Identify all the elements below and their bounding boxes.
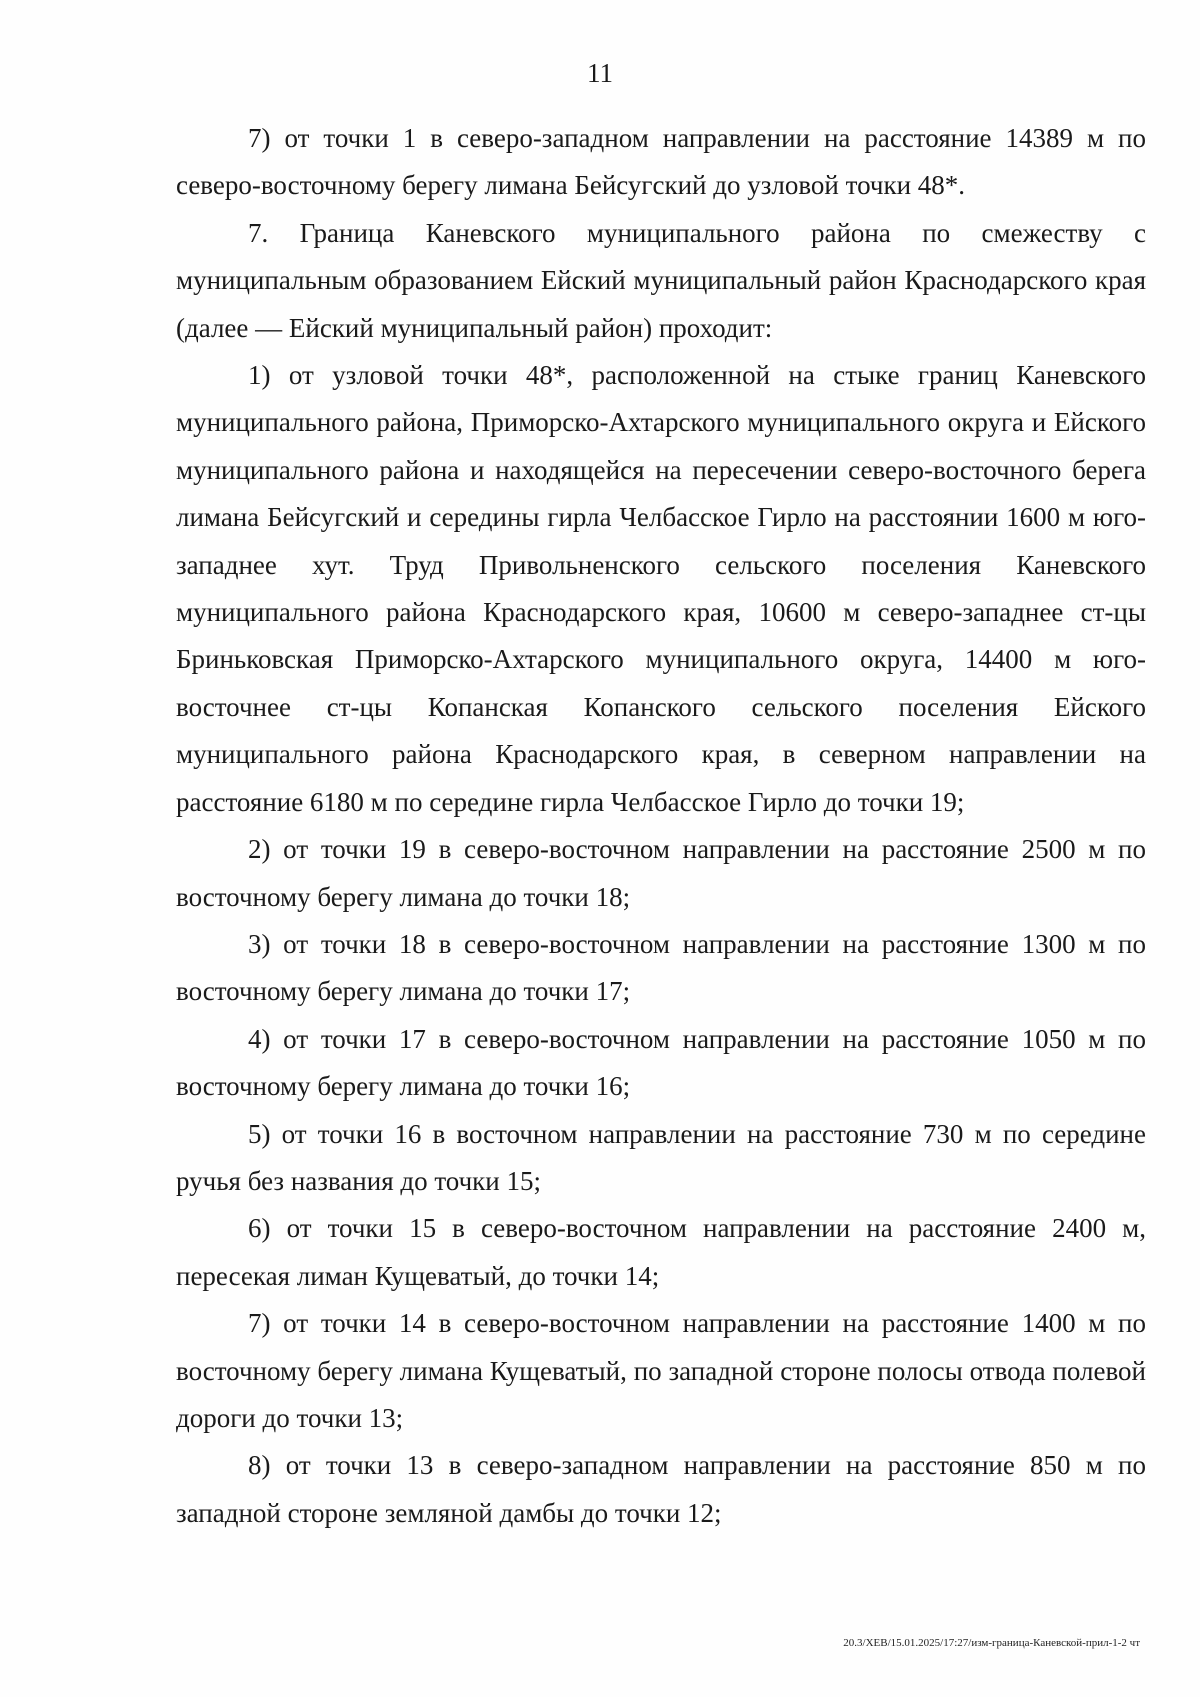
paragraph-item-1: 1) от узловой точки 48*, расположенной на стыке границ Каневского муниципального района, Приморско-Ахтарского муниципального округа и Ейского муниципального района и находящейся на пересечении северо-восточного берега лимана Бейсугский и середины гирла Челбасское Гирло на расстоянии 1600 м юго-западнее хут. Труд Привольненского сельского поселения Каневского муниципального района Краснодарского края, 10600 м северо-западнее ст-цы Бриньковская Приморско-Ахтарского муниципального округа, 14400 м юго-восточнее ст-цы Копанская Копанского сельского поселения Ейского муниципального района Краснодарского края, в северном направлении на расстояние 6180 м по середине гирла Челбасское Гирло до точки 19; — [176, 360, 1146, 817]
paragraph-item-5: 5) от точки 16 в восточном направлении на расстояние 730 м по середине ручья без названия до точки 15; — [176, 1118, 1146, 1196]
paragraph-item-4: 4) от точки 17 в северо-восточном направлении на расстояние 1050 м по восточному берегу лимана до точки 16; — [176, 1023, 1146, 1102]
paragraph-item-6: 6) от точки 15 в северо-восточном направлении на расстояние 2400 м, пересекая лиман Кущеватый, до точки 14; — [176, 1213, 1146, 1291]
paragraph-item-7: 7) от точки 14 в северо-восточном направлении на расстояние 1400 м по восточному берегу лимана Кущеватый, по западной стороне полосы отвода полевой дороги до точки 13; — [176, 1308, 1146, 1433]
paragraph-item-3: 3) от точки 18 в северо-восточном направлении на расстояние 1300 м по восточному берегу лимана до точки 17; — [176, 928, 1146, 1007]
paragraph-item-8: 8) от точки 13 в северо-западном направлении на расстояние 850 м по западной стороне земляной дамбы до точки 12; — [176, 1450, 1146, 1528]
document-footer-stamp: 20.3/ХЕВ/15.01.2025/17:27/изм-граница-Каневской-прил-1-2 чт — [843, 1637, 1140, 1649]
document-body — [176, 115, 1146, 1537]
paragraph-item-7-previous: 7) от точки 1 в северо-западном направлении на расстояние 14389 м по северо-восточному берегу лимана Бейсугский до узловой точки 48*. — [176, 123, 1146, 201]
page-number: 11 — [587, 58, 613, 88]
paragraph-item-2: 2) от точки 19 в северо-восточном направлении на расстояние 2500 м по восточному берегу лимана до точки 18; — [176, 834, 1146, 912]
paragraph-section-7-heading: 7. Граница Каневского муниципального района по смежеству с муниципальным образованием Ейский муниципальный район Краснодарского края (далее — Ейский муниципальный район) проходит: — [176, 217, 1146, 343]
